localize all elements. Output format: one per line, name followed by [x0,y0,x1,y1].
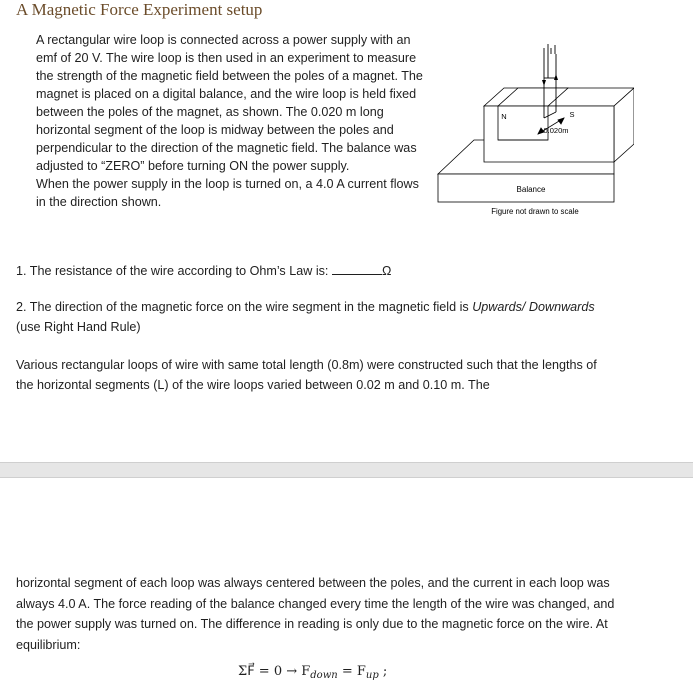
question-2-text: 2. The direction of the magnetic force on the wire segment in the magnetic field is [16,300,473,314]
equation-sub-down: down [310,670,338,681]
equation-lhs: ΣF⃗ = 0 → F [238,664,311,679]
question-2 [16,297,616,337]
equation-mid: = F [337,664,366,679]
question-1-text: 1. The resistance of the wire according to Ohm’s Law is: [16,264,332,278]
equilibrium-equation [238,664,387,681]
paragraph-equilibrium: horizontal segment of each loop was always centered between the poles, and the current in each loop was always 4.0 A. The force reading of the balance changed every time the length of the wire was changed, and the power supply was turned on. The difference in reading is only due to the magnetic force on the wire. At equilibrium: [16,576,615,652]
question-2-options: Upwards/ Downwards [472,300,595,314]
equation-sub-up: up [365,670,379,681]
magnet [484,88,634,162]
page-title: A Magnetic Force Experiment setup [16,0,263,19]
figure-caption: Figure not drawn to scale [491,207,579,216]
page-break [0,462,693,478]
intro-text [36,31,432,211]
question-1 [16,261,616,281]
north-pole-label: N [501,112,507,121]
balance-label: Balance [516,185,546,194]
experiment-figure [434,40,634,220]
intro-paragraph-1: A rectangular wire loop is connected across a power supply with an emf of 20 V. The wire loop is then used in an experiment to measure the strength of the magnetic field between the poles of a magnet. The magnet is placed on a digital balance, and the wire loop is held fixed between the poles of the magnet, as shown. The 0.020 m long horizontal segment of the loop is midway between the poles and perpendicular to the direction of the magnetic field. The balance was adjusted to “ZERO” before turning ON the power supply. [36,33,423,173]
paragraph-loops: Various rectangular loops of wire with same total length (0.8m) were constructed such that the lengths of the horizontal segments (L) of the wire loops varied between 0.02 m and 0.10 m. The [16,358,597,392]
equation-tail: ; [378,664,388,679]
ohm-unit: Ω [381,264,392,278]
question-2-hint: (use Right Hand Rule) [16,320,141,334]
intro-paragraph-2: When the power supply in the loop is turned on, a 4.0 A current flows in the direction shown. [36,177,419,209]
answer-blank [332,262,382,275]
length-label: 0.020m [543,126,569,135]
south-pole-label: S [569,110,575,119]
